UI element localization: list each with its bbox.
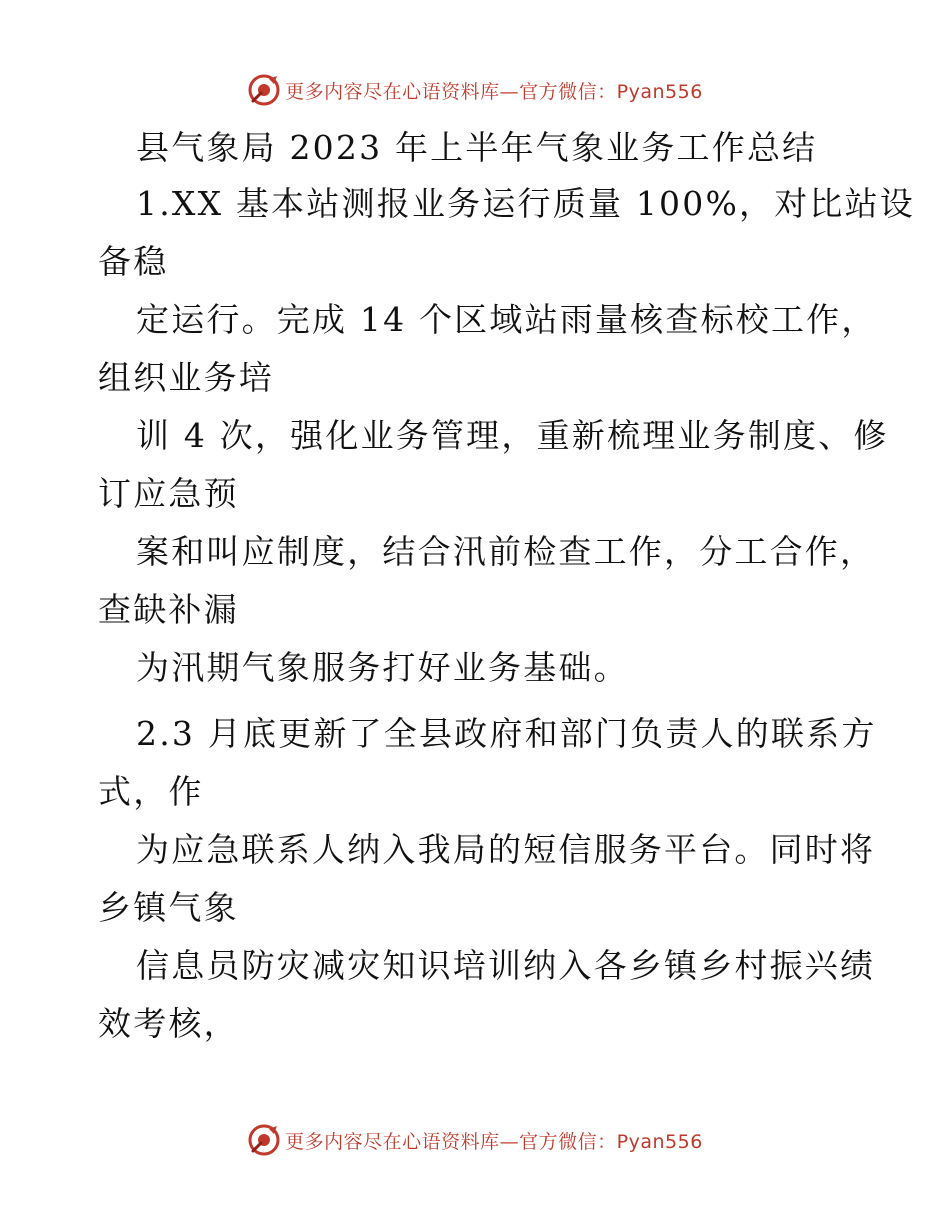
pen-circle-logo-icon: [247, 73, 281, 107]
banner-text: [285, 1127, 703, 1154]
banner-site-name: 更多内容尽在心语资料库: [285, 80, 500, 103]
paragraph-line: 备稳: [98, 242, 169, 281]
banner-dash: —: [499, 1130, 520, 1153]
document-title: 县气象局 2023 年上半年气象业务工作总结: [136, 128, 818, 167]
header-banner: [0, 70, 950, 110]
paragraph-line: 1.XX 基本站测报业务运行质量 100%，对比站设: [136, 184, 915, 223]
paragraph-line: 为应急联系人纳入我局的短信服务平台。同时将: [136, 830, 876, 869]
paragraph-line: 效考核，: [98, 1004, 239, 1043]
paragraph-line: 查缺补漏: [98, 590, 239, 629]
paragraph-line: 定运行。完成 14 个区域站雨量核查标校工作，: [136, 300, 877, 339]
banner-dash: —: [499, 80, 520, 103]
paragraph-line: 2.3 月底更新了全县政府和部门负责人的联系方: [136, 714, 877, 753]
paragraph-line: 为汛期气象服务打好业务基础。: [136, 648, 629, 687]
banner-site-name: 更多内容尽在心语资料库: [285, 1130, 500, 1153]
paragraph-line: 训 4 次，强化业务管理，重新梳理业务制度、修: [136, 416, 889, 455]
paragraph-line: 信息员防灾减灾知识培训纳入各乡镇乡村振兴绩: [136, 946, 876, 985]
pen-circle-logo-icon: [247, 1123, 281, 1157]
paragraph-line: 案和叫应制度，结合汛前检查工作，分工合作，: [136, 532, 876, 571]
banner-wechat-contact: 官方微信：Pyan556: [519, 80, 703, 103]
banner-wechat-contact: 官方微信：Pyan556: [519, 1130, 703, 1153]
banner-text: [285, 77, 703, 104]
footer-banner: [0, 1120, 950, 1160]
paragraph-line: 订应急预: [98, 474, 239, 513]
paragraph-line: 组织业务培: [98, 358, 274, 397]
paragraph-line: 乡镇气象: [98, 888, 239, 927]
paragraph-line: 式，作: [98, 772, 204, 811]
